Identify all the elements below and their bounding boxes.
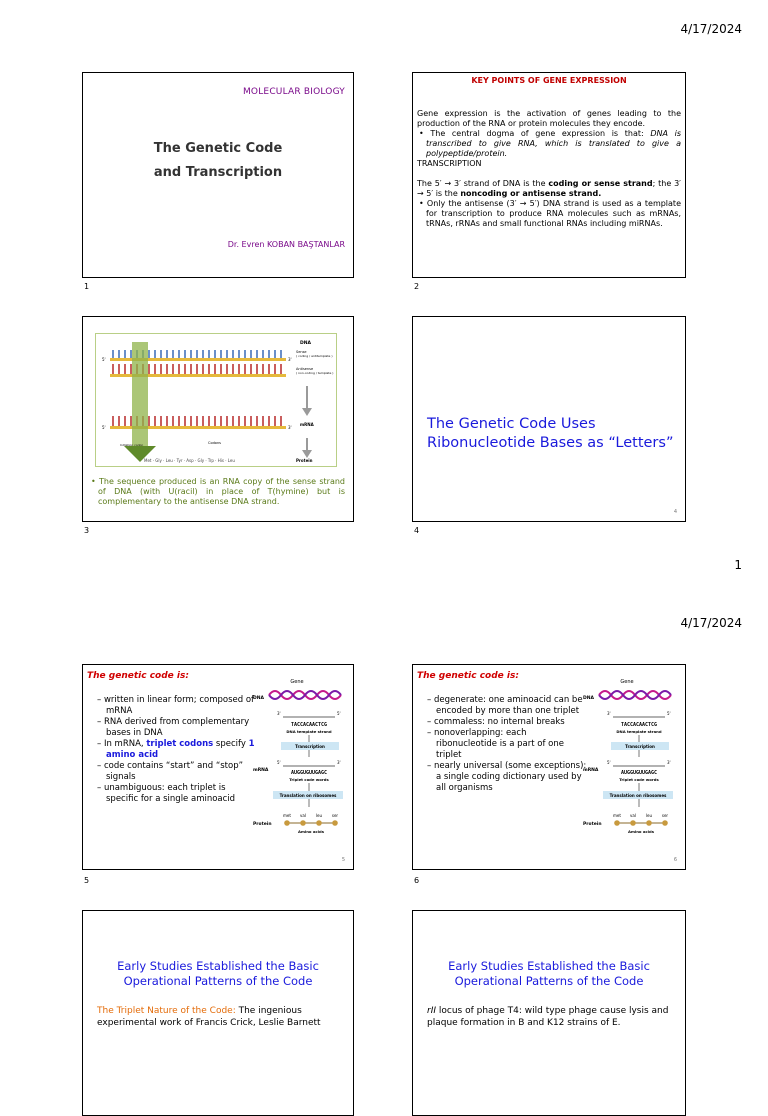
amino-acid-ser: ser — [661, 813, 669, 818]
list-item: – written in linear form; composed of mRNA — [97, 695, 255, 716]
title-line-2: Operational Patterns of the Code — [123, 974, 313, 988]
translation-label: Translation on ribosomes — [279, 793, 337, 798]
list-item: – nonoverlapping: each ribonucleotide is a part of one triplet — [427, 728, 564, 760]
amino-acids-label: Amino acids — [628, 829, 654, 834]
protein-label: Protein — [296, 458, 313, 463]
page2-date: 4/17/2024 — [680, 616, 742, 630]
amino-acid-bead — [284, 820, 290, 826]
bold-term: noncoding or antisense strand. — [460, 189, 602, 198]
course-name: MOLECULAR BIOLOGY — [242, 87, 345, 97]
amino-acid-bead — [662, 820, 668, 826]
slide-corner-number: 4 — [673, 509, 677, 515]
amino-acid-leu: leu — [645, 813, 653, 818]
slide-heading: KEY POINTS OF GENE EXPRESSION — [471, 76, 627, 85]
title-line-2: Ribonucleotide Bases as “Letters” — [427, 435, 674, 451]
slide-body — [417, 109, 681, 229]
properties-list — [97, 695, 259, 805]
slide-title — [82, 72, 354, 278]
highlight-text: 1 amino acid — [106, 739, 255, 760]
text-run: ; the 3′ → 5′ is the — [417, 179, 681, 198]
antisense-label: Antisense — [296, 367, 314, 371]
slide-genetic-code-letters — [412, 316, 686, 522]
codons-label: Codons — [208, 441, 221, 445]
gene-label: Gene — [290, 679, 304, 685]
template-sequence: TACCACAACTCG — [620, 722, 658, 728]
body-text: locus of phage T4: wild type phage cause lysis and plaque formation in B and K12 strains of E. — [427, 1006, 669, 1028]
gene-figure-svg — [251, 673, 345, 859]
amino-acid-val: val — [300, 813, 306, 818]
sense-label: Sense — [296, 350, 307, 354]
protein-label: Protein — [583, 822, 602, 827]
amino-acid-bead — [614, 820, 620, 826]
mrna-label: mRNA — [300, 422, 314, 427]
bullet-text: Only the antisense (3′ → 5′) DNA strand is used as a template for transcription to produce RNA molecules such as mRNAs, tRNAs, rRNAs and small functional RNAs including miRNAs. — [426, 199, 681, 228]
antisense-sub-label: ( non-coding / template ) — [296, 371, 334, 375]
slide-corner-number: 5 — [341, 857, 345, 863]
slide-early-studies-2 — [412, 910, 686, 1116]
amino-acid-leu: leu — [315, 813, 323, 818]
dna-label: DNA — [300, 341, 311, 346]
section-label: TRANSCRIPTION — [417, 159, 482, 168]
caption-text: The sequence produced is an RNA copy of the sense strand of DNA (with U(racil) in place of T(hymine) but is complementary to the antisense DNA strand. — [98, 477, 345, 506]
five-prime-label: 3' — [607, 711, 611, 716]
slide-heading — [427, 415, 673, 453]
bullet-item: • The sequence produced is an RNA copy of the sense strand of DNA (with U(racil) in place of T(hymine) but is complementary to the antisense DNA strand. — [91, 477, 345, 506]
slide-number: 3 — [84, 526, 90, 535]
figure-caption — [89, 477, 345, 507]
mrna-sequence: AUGGUGUUGAGC — [620, 770, 658, 776]
five-prime-label: 3' — [277, 711, 281, 716]
bullet-item: • Only the antisense (3′ → 5′) DNA strand is used as a template for transcription to produce RNA molecules such as mRNAs, tRNAs, rRNAs and small functional RNAs including miRNAs. — [419, 199, 681, 228]
slide-number: 1 — [84, 282, 90, 291]
text-run: – In mRNA, — [97, 739, 147, 749]
slide-number: 2 — [414, 282, 420, 291]
title-line-1: Early Studies Established the Basic — [117, 959, 319, 973]
amino-acid-bead — [300, 820, 306, 826]
transcription-label: Transcription — [625, 744, 655, 749]
five-prime-label: 5' — [102, 425, 106, 430]
initiation-codon-label: Initiation codon — [120, 443, 144, 447]
slide-number: 4 — [414, 526, 420, 535]
title-line-1: Early Studies Established the Basic — [448, 959, 650, 973]
author-name: Dr. Evren KOBAN BAŞTANLAR — [227, 240, 345, 249]
gene-label: Gene — [620, 679, 634, 685]
list-item: – nearly universal (some exceptions): a single coding dictionary used by all organisms — [427, 761, 587, 793]
slide-key-points — [412, 72, 686, 278]
codon-label: Triplet code words — [619, 777, 659, 782]
list-item: – commaless: no internal breaks — [427, 717, 565, 727]
paragraph: Gene expression is the activation of genes leading to the production of the RNA or protein molecules they encode. — [417, 109, 681, 128]
gene-to-protein-figure — [581, 673, 675, 859]
template-strand-label: DNA template strand — [616, 729, 662, 734]
transcription-diagram — [96, 334, 336, 466]
template-sequence: TACCACAACTCG — [290, 722, 328, 728]
slide-main-title — [83, 137, 353, 185]
gene-to-protein-figure — [251, 673, 345, 859]
amino-acid-ser: ser — [331, 813, 339, 818]
mrna-sequence: AUGGUGUUGAGC — [290, 770, 328, 776]
list-item — [97, 739, 259, 761]
highlight-text: triplet codons — [146, 739, 214, 749]
title-line-2: Operational Patterns of the Code — [454, 974, 644, 988]
sense-sub-label: ( coding / antitemplate ) — [296, 354, 333, 358]
mrna-label: mRNA — [253, 768, 269, 773]
properties-list — [427, 695, 589, 794]
transcription-label: Transcription — [295, 744, 325, 749]
slide-genetic-code-properties-1 — [82, 664, 354, 870]
three-prime-label: 3' — [337, 760, 341, 765]
list-item: – code contains “start” and “stop” signals — [97, 761, 243, 782]
gene-figure-svg — [581, 673, 675, 859]
slide-heading — [83, 959, 353, 989]
slide-transcription-figure — [82, 316, 354, 522]
amino-acids-label: Amino acids — [298, 829, 324, 834]
list-item: – unambiguous: each triplet is specific for a single aminoacid — [97, 783, 236, 804]
list-item: – degenerate: one aminoacid can be encoded by more than one triplet — [427, 695, 583, 716]
slide-body — [427, 1005, 671, 1029]
amino-acid-met: met — [283, 813, 291, 818]
slide-genetic-code-properties-2 — [412, 664, 686, 870]
bullet-item: • The central dogma of gene expression is that: DNA is transcribed to give RNA, which is translated to give a polypeptide/protein. — [419, 129, 681, 158]
amino-acid-met: met — [613, 813, 621, 818]
dna-label: DNA — [583, 696, 594, 701]
translation-label: Translation on ribosomes — [609, 793, 667, 798]
five-prime-label: 5' — [607, 760, 611, 765]
dna-label: DNA — [253, 696, 264, 701]
highlight-text: The Triplet Nature of the Code: — [97, 1006, 239, 1016]
slide-heading: The genetic code is: — [87, 671, 189, 681]
body-text: The ingenious experimental work of Francis Crick, Leslie Barnett — [97, 1006, 321, 1028]
slide-number: 6 — [414, 876, 420, 885]
page1-date: 4/17/2024 — [680, 22, 742, 36]
text-run: specify — [213, 739, 249, 749]
amino-acid-bead — [630, 820, 636, 826]
slide-early-studies-1 — [82, 910, 354, 1116]
slide-heading: The genetic code is: — [417, 671, 519, 681]
codon-label: Triplet code words — [289, 777, 329, 782]
slide-heading — [413, 959, 685, 989]
amino-acid-val: val — [630, 813, 636, 818]
page-number: 1 — [734, 558, 742, 572]
paragraph — [417, 179, 681, 199]
template-strand-label: DNA template strand — [286, 729, 332, 734]
five-prime-label: 5' — [102, 357, 106, 362]
italic-term: rII — [427, 1006, 437, 1016]
three-prime-label: 3' — [667, 760, 671, 765]
three-prime-label: 5' — [337, 711, 341, 716]
slide-number: 5 — [84, 876, 90, 885]
title-line-1: The Genetic Code Uses — [427, 416, 596, 432]
bullet-text: The central dogma of gene expression is that: — [430, 129, 651, 138]
amino-acid-sequence: Met · Gly · Leu · Tyr · Asp · Gly · Trp · His · Leu — [144, 458, 235, 463]
five-prime-label: 5' — [277, 760, 281, 765]
amino-acid-bead — [316, 820, 322, 826]
list-item: – RNA derived from complementary bases in DNA — [97, 717, 250, 738]
bold-term: coding or sense strand — [548, 179, 653, 188]
mrna-label: mRNA — [583, 768, 599, 773]
dna-mrna-protein-figure — [95, 333, 337, 467]
amino-acid-bead — [332, 820, 338, 826]
three-prime-label: 5' — [667, 711, 671, 716]
slide-corner-number: 6 — [673, 857, 677, 863]
slide-body — [97, 1005, 339, 1029]
amino-acid-bead — [646, 820, 652, 826]
title-line-2: and Transcription — [153, 165, 283, 180]
emphasis-text: DNA is transcribed to give RNA, which is translated to give a polypeptide/protein. — [426, 129, 681, 158]
three-prime-label: 3' — [288, 425, 292, 430]
three-prime-label: 3' — [288, 357, 292, 362]
text-run: The 5′ → 3′ strand of DNA is the — [417, 179, 549, 188]
title-line-1: The Genetic Code — [153, 141, 283, 156]
protein-label: Protein — [253, 822, 272, 827]
